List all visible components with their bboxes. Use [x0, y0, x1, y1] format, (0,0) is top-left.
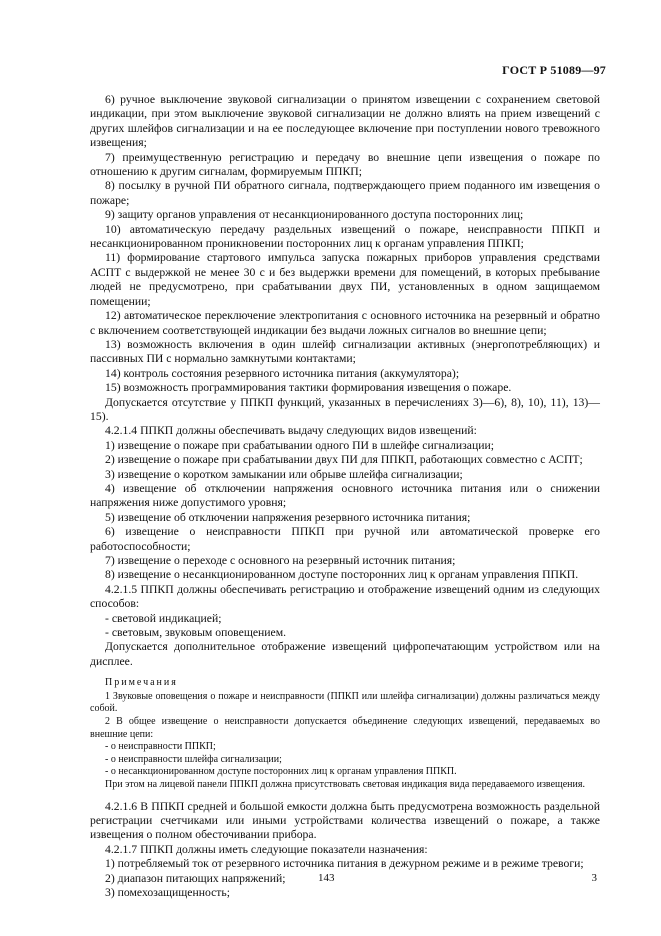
method-light-sound: - световым, звуковым оповещением.	[105, 626, 287, 640]
allowance-paragraph: Допускается отсутствие у ППКП функций, указанных в перечислениях 3)—6), 8), 10), 11), 13)—15).	[90, 395, 600, 423]
note-2-item-a: - о неисправности ППКП;	[105, 741, 216, 753]
notice-7: 7) извещение о переходе с основного на резервный источник питания;	[105, 554, 456, 567]
document-body	[90, 93, 600, 900]
note-2: 2 В общее извещение о неисправности допускается объединение следующих извещений, передаваемых во внешние цепи:	[90, 716, 600, 740]
method-light: - световой индикацией;	[105, 611, 222, 625]
notice-5: 5) извещение об отключении напряжения резервного источника питания;	[105, 510, 471, 524]
item-7: 7) преимущественную регистрацию и передачу во внешние цепи извещения о пожаре по отношению к другим сигналам, формируемым ППКП;	[90, 150, 600, 179]
page-number: 143	[318, 872, 335, 884]
notice-1: 1) извещение о пожаре при срабатывании одного ПИ в шлейфе сигнализации;	[105, 438, 494, 452]
additional-display-paragraph: Допускается дополнительное отображение извещений цифропечатающим устройством или на дисплее.	[90, 640, 600, 668]
note-2-item-b: - о неисправности шлейфа сигнализации;	[105, 753, 282, 765]
item-15: 15) возможность программирования тактики формирования извещения о пожаре.	[105, 381, 512, 395]
sheet-number: 3	[591, 872, 597, 884]
note-2-item-c: - о несанкционированном доступе посторонних лиц к органам управления ППКП.	[105, 766, 457, 778]
item-13: 13) возможность включения в один шлейф сигнализации активных (энергопотребляющих) и пассивных ПИ с нормально замкнутыми контактами;	[90, 337, 600, 366]
item-14: 14) контроль состояния резервного источника питания (аккумулятора);	[105, 366, 460, 380]
notice-4: 4) извещение об отключении напряжения основного источника питания или о снижении напряжения ниже допустимого уровня;	[90, 481, 600, 510]
notes-title: Примечания	[105, 677, 178, 689]
notice-6: 6) извещение о неисправности ППКП при ручной или автоматической проверке его работоспособности;	[90, 525, 600, 553]
notes-block	[90, 677, 600, 791]
clause-4-2-1-5: 4.2.1.5 ППКП должны обеспечивать регистрацию и отображение извещений одним из следующих способов:	[90, 582, 600, 611]
item-8: 8) посылку в ручной ПИ обратного сигнала, подтверждающего прием поданного им извещения о пожаре;	[90, 179, 600, 207]
notice-3: 3) извещение о коротком замыкании или обрыве шлейфа сигнализации;	[105, 467, 463, 481]
notice-8: 8) извещение о несанкционированном доступе посторонних лиц к органам управления ППКП.	[105, 568, 579, 582]
clause-4-2-1-4: 4.2.1.4 ППКП должны обеспечивать выдачу следующих видов извещений:	[105, 424, 477, 438]
indicator-1: 1) потребляемый ток от резервного источника питания в дежурном режиме и в режиме тревоги;	[105, 857, 584, 871]
item-11: 11) формирование стартового импульса запуска пожарных приборов управления средствами АСПТ с выдержкой не менее 30 с и без выдержки времени для помещений, в которых пребывание людей не предусмотрено, при срабатывании двух ПИ, установленных в одном защищаемом помещении;	[90, 251, 600, 308]
clause-4-2-1-7: 4.2.1.7 ППКП должны иметь следующие показатели назначения:	[105, 842, 428, 856]
item-10: 10) автоматическую передачу раздельных извещений о пожаре, неисправности ППКП и несанкционированном проникновении посторонних лиц к органам управления ППКП;	[90, 222, 600, 251]
indicator-2: 2) диапазон питающих напряжений;	[105, 871, 286, 885]
note-2-closing: При этом на лицевой панели ППКП должна присутствовать световая индикация вида передаваемого извещения.	[105, 779, 585, 790]
notice-2: 2) извещение о пожаре при срабатывании двух ПИ для ППКП, работающих совместно с АСПТ;	[105, 453, 583, 467]
note-1: 1 Звуковые оповещения о пожаре и неисправности (ППКП или шлейфа сигнализации) должны различаться между собой.	[90, 690, 600, 715]
item-9: 9) защиту органов управления от несанкционированного доступа посторонних лиц;	[105, 208, 524, 222]
item-6: 6) ручное выключение звуковой сигнализации о принятом извещении с сохранением световой индикации, при этом выключение звуковой сигнализации не должно влиять на прием извещений с других шлейфов сигнализации и на ее последующее включение при поступлении нового тревожного извещения;	[90, 93, 600, 150]
clause-4-2-1-6: 4.2.1.6 В ППКП средней и большой емкости должна быть предусмотрена возможность раздельной регистрации счетчиками или иными устройствами количества извещений о пожаре, а также извещения о полном обесточивании прибора.	[90, 799, 600, 842]
indicator-3: 3) помехозащищенность;	[105, 886, 230, 900]
item-12: 12) автоматическое переключение электропитания с основного источника на резервный и обратно с включением соответствующей индикации без выдачи ложных сигналов во внешние цепи;	[90, 309, 600, 337]
document-code: ГОСТ Р 51089—97	[502, 63, 606, 77]
